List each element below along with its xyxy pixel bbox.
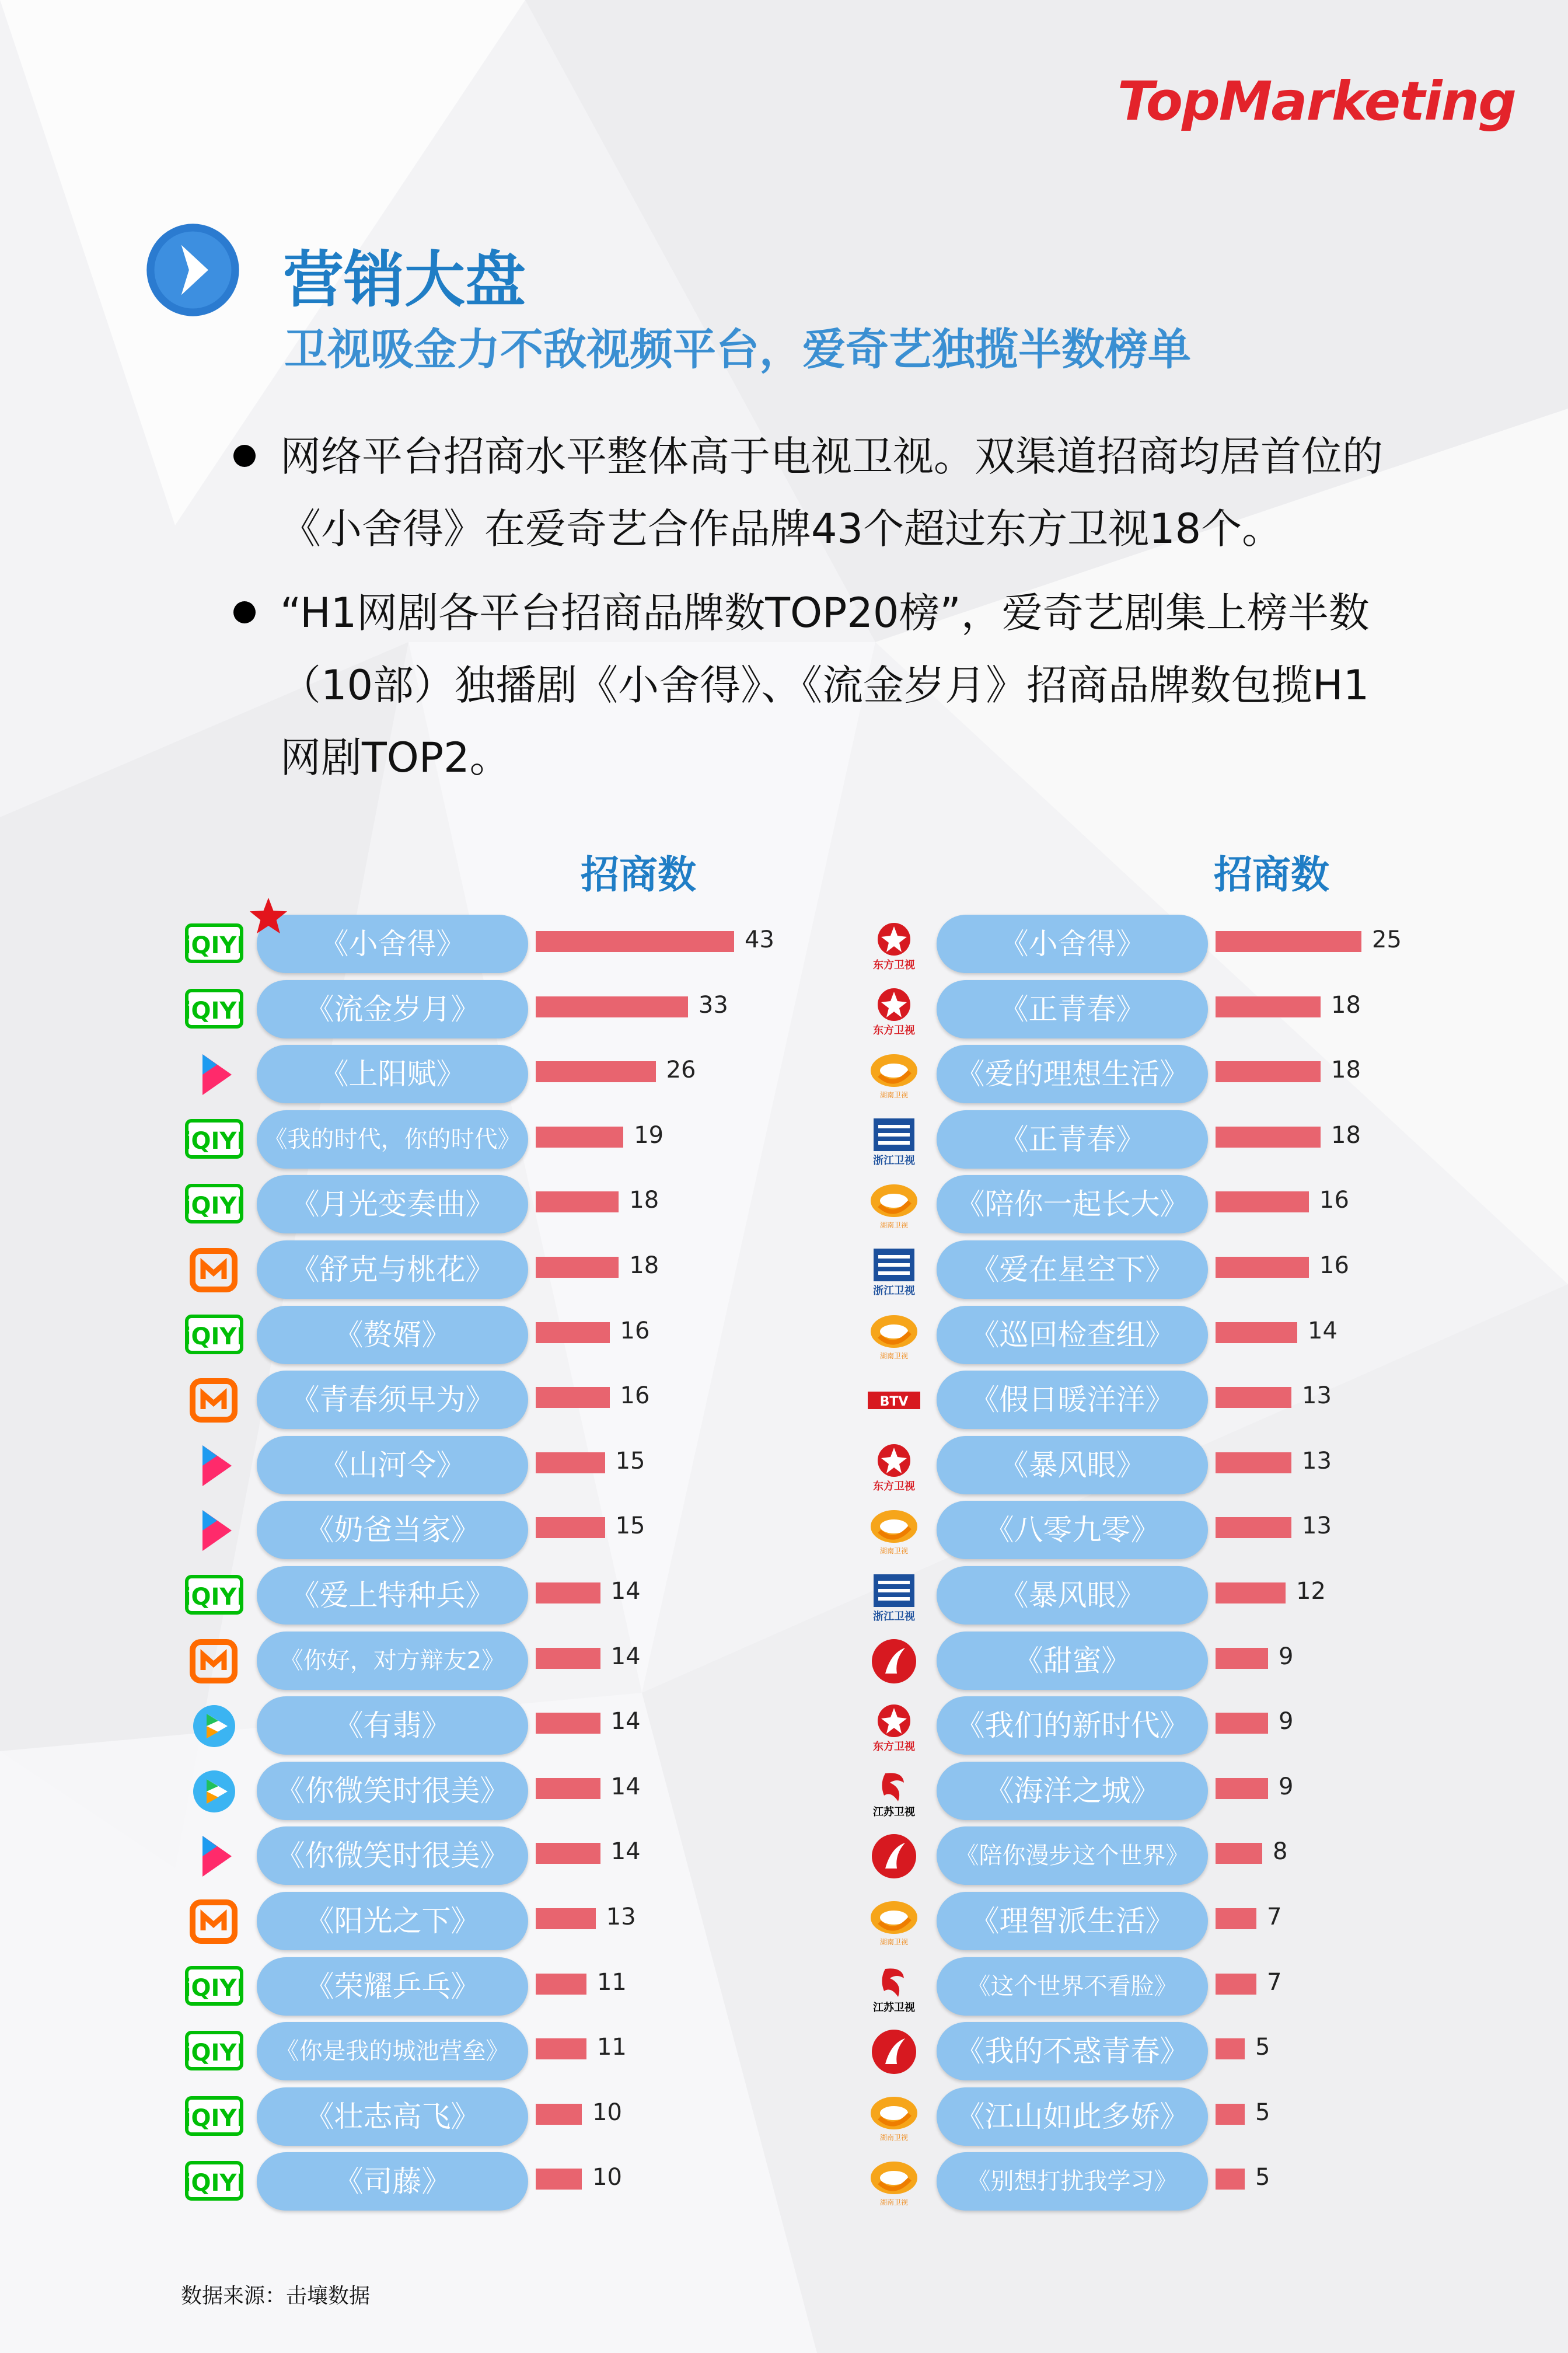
bar bbox=[536, 1582, 600, 1603]
bullet-item bbox=[233, 420, 1401, 565]
category-label: 《青春须早为》 bbox=[257, 1371, 528, 1429]
svg-text:iQIYI: iQIYI bbox=[183, 997, 246, 1024]
zhejiang-tv-icon bbox=[862, 1114, 926, 1166]
anhui-tv-icon bbox=[862, 2026, 926, 2078]
anhui-tv-icon bbox=[862, 1635, 926, 1688]
data-label: 18 bbox=[629, 1252, 659, 1279]
data-label: 25 bbox=[1372, 926, 1402, 953]
category-label: 《正青春》 bbox=[937, 980, 1208, 1038]
svg-text:湖南卫视: 湖南卫视 bbox=[879, 1091, 909, 1100]
chart-row bbox=[183, 1175, 840, 1233]
section-title: 营销大盘 bbox=[283, 244, 526, 315]
chart-row bbox=[257, 1892, 840, 1950]
bar bbox=[1216, 2169, 1245, 2190]
category-label: 《陪你一起长大》 bbox=[937, 1175, 1208, 1233]
category-label: 《山河令》 bbox=[257, 1436, 528, 1494]
hunan-tv-icon bbox=[862, 1179, 926, 1231]
bar bbox=[1216, 996, 1321, 1017]
data-label: 19 bbox=[634, 1121, 664, 1149]
category-label: 《爱在星空下》 bbox=[937, 1240, 1208, 1299]
btv-icon bbox=[862, 1374, 926, 1427]
data-label: 43 bbox=[745, 926, 774, 953]
chart-row bbox=[257, 1632, 840, 1690]
data-label: 16 bbox=[1319, 1187, 1349, 1214]
category-label: 《理智派生活》 bbox=[937, 1892, 1208, 1950]
iqiyi-icon bbox=[182, 1570, 246, 1622]
category-label: 《阳光之下》 bbox=[257, 1892, 528, 1950]
chart-row bbox=[183, 1957, 840, 2016]
chart-row bbox=[873, 1957, 1520, 2016]
bar bbox=[1216, 1061, 1321, 1082]
data-label: 8 bbox=[1273, 1838, 1288, 1866]
category-label: 《八零九零》 bbox=[937, 1501, 1208, 1559]
star-icon bbox=[248, 896, 289, 937]
data-label: 10 bbox=[592, 2098, 622, 2126]
mango-icon bbox=[182, 1635, 246, 1688]
data-label: 5 bbox=[1255, 2164, 1270, 2191]
category-label: 《上阳赋》 bbox=[257, 1045, 528, 1103]
chart-row bbox=[183, 915, 840, 973]
category-label: 《小舍得》 bbox=[937, 915, 1208, 973]
iqiyi-icon bbox=[182, 918, 246, 971]
svg-text:湖南卫视: 湖南卫视 bbox=[879, 2198, 909, 2207]
svg-text:iQIYI: iQIYI bbox=[183, 1974, 246, 2002]
bar bbox=[536, 1648, 600, 1669]
category-label: 《江山如此多娇》 bbox=[937, 2087, 1208, 2146]
data-label: 18 bbox=[1331, 991, 1361, 1019]
svg-text:iQIYI: iQIYI bbox=[183, 1193, 246, 1220]
iqiyi-icon bbox=[182, 2156, 246, 2208]
bullet-item bbox=[233, 577, 1401, 794]
svg-text:iQIYI: iQIYI bbox=[183, 1584, 246, 1611]
chart-right-title: 招商数 bbox=[1214, 852, 1329, 897]
category-label: 《我的不惑青春》 bbox=[937, 2022, 1208, 2080]
bar bbox=[1216, 1517, 1291, 1538]
data-label: 14 bbox=[1308, 1317, 1337, 1344]
category-label: 《壮志高飞》 bbox=[257, 2087, 528, 2146]
data-label: 12 bbox=[1296, 1578, 1326, 1605]
bar bbox=[1216, 1648, 1268, 1669]
iqiyi-icon bbox=[182, 1961, 246, 2013]
bar bbox=[536, 931, 734, 952]
youku-icon bbox=[182, 1504, 246, 1557]
chart-row bbox=[873, 1696, 1520, 1755]
bar bbox=[1216, 1387, 1291, 1408]
chart-row bbox=[873, 1240, 1520, 1299]
category-label: 《暴风眼》 bbox=[937, 1566, 1208, 1625]
chart-row bbox=[879, 1892, 1520, 1950]
category-label: 《有翡》 bbox=[257, 1696, 528, 1755]
svg-text:东方卫视: 东方卫视 bbox=[873, 1741, 915, 1753]
data-label: 18 bbox=[1331, 1057, 1361, 1084]
svg-text:东方卫视: 东方卫视 bbox=[873, 959, 915, 971]
chart-row bbox=[879, 1501, 1520, 1559]
data-label: 14 bbox=[610, 1838, 641, 1866]
chart-row bbox=[257, 1371, 840, 1429]
data-label: 14 bbox=[610, 1773, 641, 1800]
category-label: 《别想打扰我学习》 bbox=[937, 2152, 1208, 2211]
data-label: 13 bbox=[1302, 1382, 1332, 1410]
svg-text:BTV: BTV bbox=[879, 1395, 909, 1410]
svg-text:iQIYI: iQIYI bbox=[183, 932, 246, 959]
bullet-text: “H1网剧各平台招商品牌数TOP20榜”，爱奇艺剧集上榜半数（10部）独播剧《小舍得》、《流金岁月》招商品牌数包揽H1网剧TOP2。 bbox=[280, 589, 1370, 782]
data-label: 14 bbox=[610, 1578, 641, 1605]
category-label: 《小舍得》 bbox=[257, 915, 528, 973]
bar bbox=[1216, 931, 1361, 952]
data-label: 26 bbox=[666, 1057, 696, 1084]
hunan-tv-icon bbox=[862, 2091, 926, 2143]
svg-text:浙江卫视: 浙江卫视 bbox=[873, 1611, 915, 1622]
data-label: 5 bbox=[1255, 2098, 1270, 2126]
data-label: 14 bbox=[610, 1708, 641, 1735]
anhui-tv-icon bbox=[862, 1830, 926, 1883]
svg-text:江苏卫视: 江苏卫视 bbox=[873, 2001, 915, 2013]
chart-row bbox=[257, 1045, 840, 1103]
dragon-tv-icon bbox=[862, 1439, 926, 1492]
svg-text:iQIYI: iQIYI bbox=[183, 1127, 246, 1155]
chart-row bbox=[879, 1371, 1520, 1429]
bar bbox=[1216, 1713, 1268, 1734]
chart-row bbox=[873, 1566, 1520, 1625]
data-label: 13 bbox=[1302, 1447, 1332, 1474]
category-label: 《你微笑时很美》 bbox=[257, 1826, 528, 1885]
data-source: 数据来源：击壤数据 bbox=[181, 2284, 371, 2308]
data-label: 16 bbox=[1319, 1252, 1349, 1279]
tencent-icon bbox=[182, 1765, 246, 1818]
bar bbox=[536, 1713, 600, 1734]
category-label: 《海洋之城》 bbox=[937, 1762, 1208, 1820]
bullet-dot bbox=[233, 601, 256, 623]
data-label: 13 bbox=[1302, 1512, 1332, 1540]
svg-text:湖南卫视: 湖南卫视 bbox=[879, 1351, 909, 1360]
chart-row bbox=[873, 1762, 1520, 1820]
bar bbox=[1216, 1127, 1321, 1148]
bar bbox=[536, 1322, 610, 1343]
data-label: 5 bbox=[1255, 2034, 1270, 2061]
category-label: 《假日暖洋洋》 bbox=[937, 1371, 1208, 1429]
chart-row bbox=[879, 1306, 1520, 1364]
section-subtitle: 卫视吸金力不敌视频平台，爱奇艺独揽半数榜单 bbox=[284, 325, 1191, 375]
chart-row bbox=[257, 1436, 840, 1494]
chart-row bbox=[183, 1566, 840, 1625]
category-label: 《这个世界不看脸》 bbox=[937, 1957, 1208, 2016]
bar bbox=[536, 1974, 586, 1995]
jiangsu-tv-icon bbox=[862, 1961, 926, 2013]
category-label: 《我的时代，你的时代》 bbox=[257, 1110, 528, 1169]
svg-text:东方卫视: 东方卫视 bbox=[873, 1480, 915, 1492]
youku-icon bbox=[182, 1048, 246, 1101]
chart-row bbox=[183, 980, 840, 1038]
bullet-list bbox=[233, 420, 1401, 806]
bar bbox=[1216, 1843, 1262, 1864]
category-label: 《正青春》 bbox=[937, 1110, 1208, 1169]
mango-icon bbox=[182, 1895, 246, 1948]
tencent-icon bbox=[182, 1700, 246, 1752]
hunan-tv-icon bbox=[862, 1895, 926, 1948]
bar bbox=[1216, 1974, 1256, 1995]
data-label: 7 bbox=[1267, 1904, 1282, 1930]
svg-text:湖南卫视: 湖南卫视 bbox=[879, 1221, 909, 1230]
svg-text:东方卫视: 东方卫视 bbox=[873, 1024, 915, 1036]
chart-row bbox=[183, 2087, 840, 2146]
svg-text:湖南卫视: 湖南卫视 bbox=[879, 1938, 909, 1946]
chart-row bbox=[873, 980, 1520, 1038]
bar bbox=[1216, 1322, 1297, 1343]
bar bbox=[536, 996, 688, 1017]
svg-text:浙江卫视: 浙江卫视 bbox=[873, 1154, 915, 1166]
category-label: 《赘婿》 bbox=[257, 1306, 528, 1364]
svg-text:iQIYI: iQIYI bbox=[183, 2104, 246, 2132]
bar bbox=[536, 1908, 596, 1929]
data-label: 11 bbox=[596, 1968, 627, 1996]
svg-text:湖南卫视: 湖南卫视 bbox=[879, 1547, 909, 1556]
chart-row bbox=[937, 1826, 1520, 1885]
chart-row bbox=[183, 1306, 840, 1364]
svg-text:浙江卫视: 浙江卫视 bbox=[873, 1285, 915, 1296]
chart-row bbox=[257, 1826, 840, 1885]
chart-row bbox=[257, 1501, 840, 1559]
chart-row bbox=[257, 1696, 840, 1755]
dragon-tv-icon bbox=[862, 918, 926, 971]
chart-row bbox=[879, 2087, 1520, 2146]
category-label: 《奶爸当家》 bbox=[257, 1501, 528, 1559]
iqiyi-icon bbox=[182, 2026, 246, 2078]
svg-text:iQIYI: iQIYI bbox=[183, 2040, 246, 2067]
bar bbox=[1216, 1191, 1309, 1212]
bar bbox=[1216, 1452, 1291, 1473]
hunan-tv-icon bbox=[862, 1309, 926, 1362]
svg-text:江苏卫视: 江苏卫视 bbox=[873, 1805, 915, 1818]
chart-row bbox=[183, 1110, 840, 1169]
bar bbox=[536, 1127, 623, 1148]
bar bbox=[536, 1387, 610, 1408]
data-label: 33 bbox=[698, 991, 728, 1019]
category-label: 《你是我的城池营垒》 bbox=[257, 2022, 528, 2080]
zhejiang-tv-icon bbox=[862, 1570, 926, 1622]
chart-row bbox=[183, 2022, 840, 2080]
svg-text:iQIYI: iQIYI bbox=[183, 2170, 246, 2197]
category-label: 《爱的理想生活》 bbox=[937, 1045, 1208, 1103]
youku-icon bbox=[182, 1830, 246, 1883]
data-label: 18 bbox=[1331, 1121, 1361, 1149]
chart-row bbox=[873, 1110, 1520, 1169]
hunan-tv-icon bbox=[862, 1048, 926, 1101]
category-label: 《你微笑时很美》 bbox=[257, 1762, 528, 1820]
category-label: 《舒克与桃花》 bbox=[257, 1240, 528, 1299]
data-label: 14 bbox=[610, 1643, 641, 1670]
chart-row bbox=[879, 2152, 1520, 2211]
category-label: 《陪你漫步这个世界》 bbox=[937, 1826, 1208, 1885]
iqiyi-icon bbox=[182, 1179, 246, 1231]
chart-left-title: 招商数 bbox=[581, 852, 696, 897]
bullet-dot bbox=[233, 445, 256, 467]
brand-logo: TopMarketing bbox=[1117, 70, 1515, 133]
data-label: 9 bbox=[1279, 1773, 1294, 1800]
bar bbox=[536, 1061, 656, 1082]
bar bbox=[536, 1843, 600, 1864]
chart-row bbox=[937, 1632, 1520, 1690]
bar bbox=[1216, 2038, 1245, 2059]
svg-text:湖南卫视: 湖南卫视 bbox=[879, 2133, 909, 2142]
bar bbox=[1216, 2104, 1245, 2125]
chart-row bbox=[873, 1436, 1520, 1494]
dragon-tv-icon bbox=[862, 984, 926, 1036]
data-label: 15 bbox=[615, 1447, 645, 1474]
chart-row bbox=[879, 1045, 1520, 1103]
bar bbox=[536, 2104, 582, 2125]
chart-row bbox=[257, 1762, 840, 1820]
data-label: 7 bbox=[1267, 1968, 1282, 1996]
category-label: 《流金岁月》 bbox=[257, 980, 528, 1038]
data-label: 11 bbox=[596, 2034, 627, 2061]
category-label: 《暴风眼》 bbox=[937, 1436, 1208, 1494]
chart-row bbox=[257, 1240, 840, 1299]
chart-row bbox=[937, 2022, 1520, 2080]
chart-row bbox=[183, 2152, 840, 2211]
iqiyi-icon bbox=[182, 1114, 246, 1166]
data-label: 9 bbox=[1279, 1708, 1294, 1735]
category-label: 《你好，对方辩友2》 bbox=[257, 1632, 528, 1690]
data-label: 18 bbox=[629, 1187, 659, 1214]
category-label: 《月光变奏曲》 bbox=[257, 1175, 528, 1233]
data-label: 10 bbox=[592, 2164, 622, 2191]
jiangsu-tv-icon bbox=[862, 1765, 926, 1818]
chart-row bbox=[873, 915, 1520, 973]
bar bbox=[536, 2038, 586, 2059]
mango-icon bbox=[182, 1374, 246, 1427]
category-label: 《我们的新时代》 bbox=[937, 1696, 1208, 1755]
data-label: 13 bbox=[606, 1904, 636, 1930]
category-label: 《荣耀乒乓》 bbox=[257, 1957, 528, 2016]
data-label: 15 bbox=[615, 1512, 645, 1540]
hunan-tv-icon bbox=[862, 1504, 926, 1557]
iqiyi-icon bbox=[182, 2091, 246, 2143]
bar bbox=[1216, 1257, 1309, 1278]
category-label: 《司藤》 bbox=[257, 2152, 528, 2211]
data-label: 16 bbox=[620, 1382, 650, 1410]
category-label: 《甜蜜》 bbox=[937, 1632, 1208, 1690]
bar bbox=[536, 1778, 600, 1799]
play-arrow-icon bbox=[145, 222, 241, 318]
svg-text:iQIYI: iQIYI bbox=[183, 1323, 246, 1350]
bar bbox=[536, 1517, 605, 1538]
mango-icon bbox=[182, 1244, 246, 1296]
bar bbox=[1216, 1778, 1268, 1799]
bar bbox=[536, 1191, 619, 1212]
bullet-text: 网络平台招商水平整体高于电视卫视。双渠道招商均居首位的《小舍得》在爱奇艺合作品牌43个超过东方卫视18个。 bbox=[280, 433, 1383, 553]
zhejiang-tv-icon bbox=[862, 1244, 926, 1296]
bar bbox=[1216, 1908, 1256, 1929]
bar bbox=[1216, 1582, 1286, 1603]
category-label: 《巡回检查组》 bbox=[937, 1306, 1208, 1364]
bar bbox=[536, 1257, 619, 1278]
iqiyi-icon bbox=[182, 984, 246, 1036]
dragon-tv-icon bbox=[862, 1700, 926, 1752]
youku-icon bbox=[182, 1439, 246, 1492]
data-label: 9 bbox=[1279, 1643, 1294, 1670]
bar bbox=[536, 2169, 582, 2190]
chart-row bbox=[879, 1175, 1520, 1233]
hunan-tv-icon bbox=[862, 2156, 926, 2208]
category-label: 《爱上特种兵》 bbox=[257, 1566, 528, 1625]
bar bbox=[536, 1452, 605, 1473]
data-label: 16 bbox=[620, 1317, 650, 1344]
iqiyi-icon bbox=[182, 1309, 246, 1362]
